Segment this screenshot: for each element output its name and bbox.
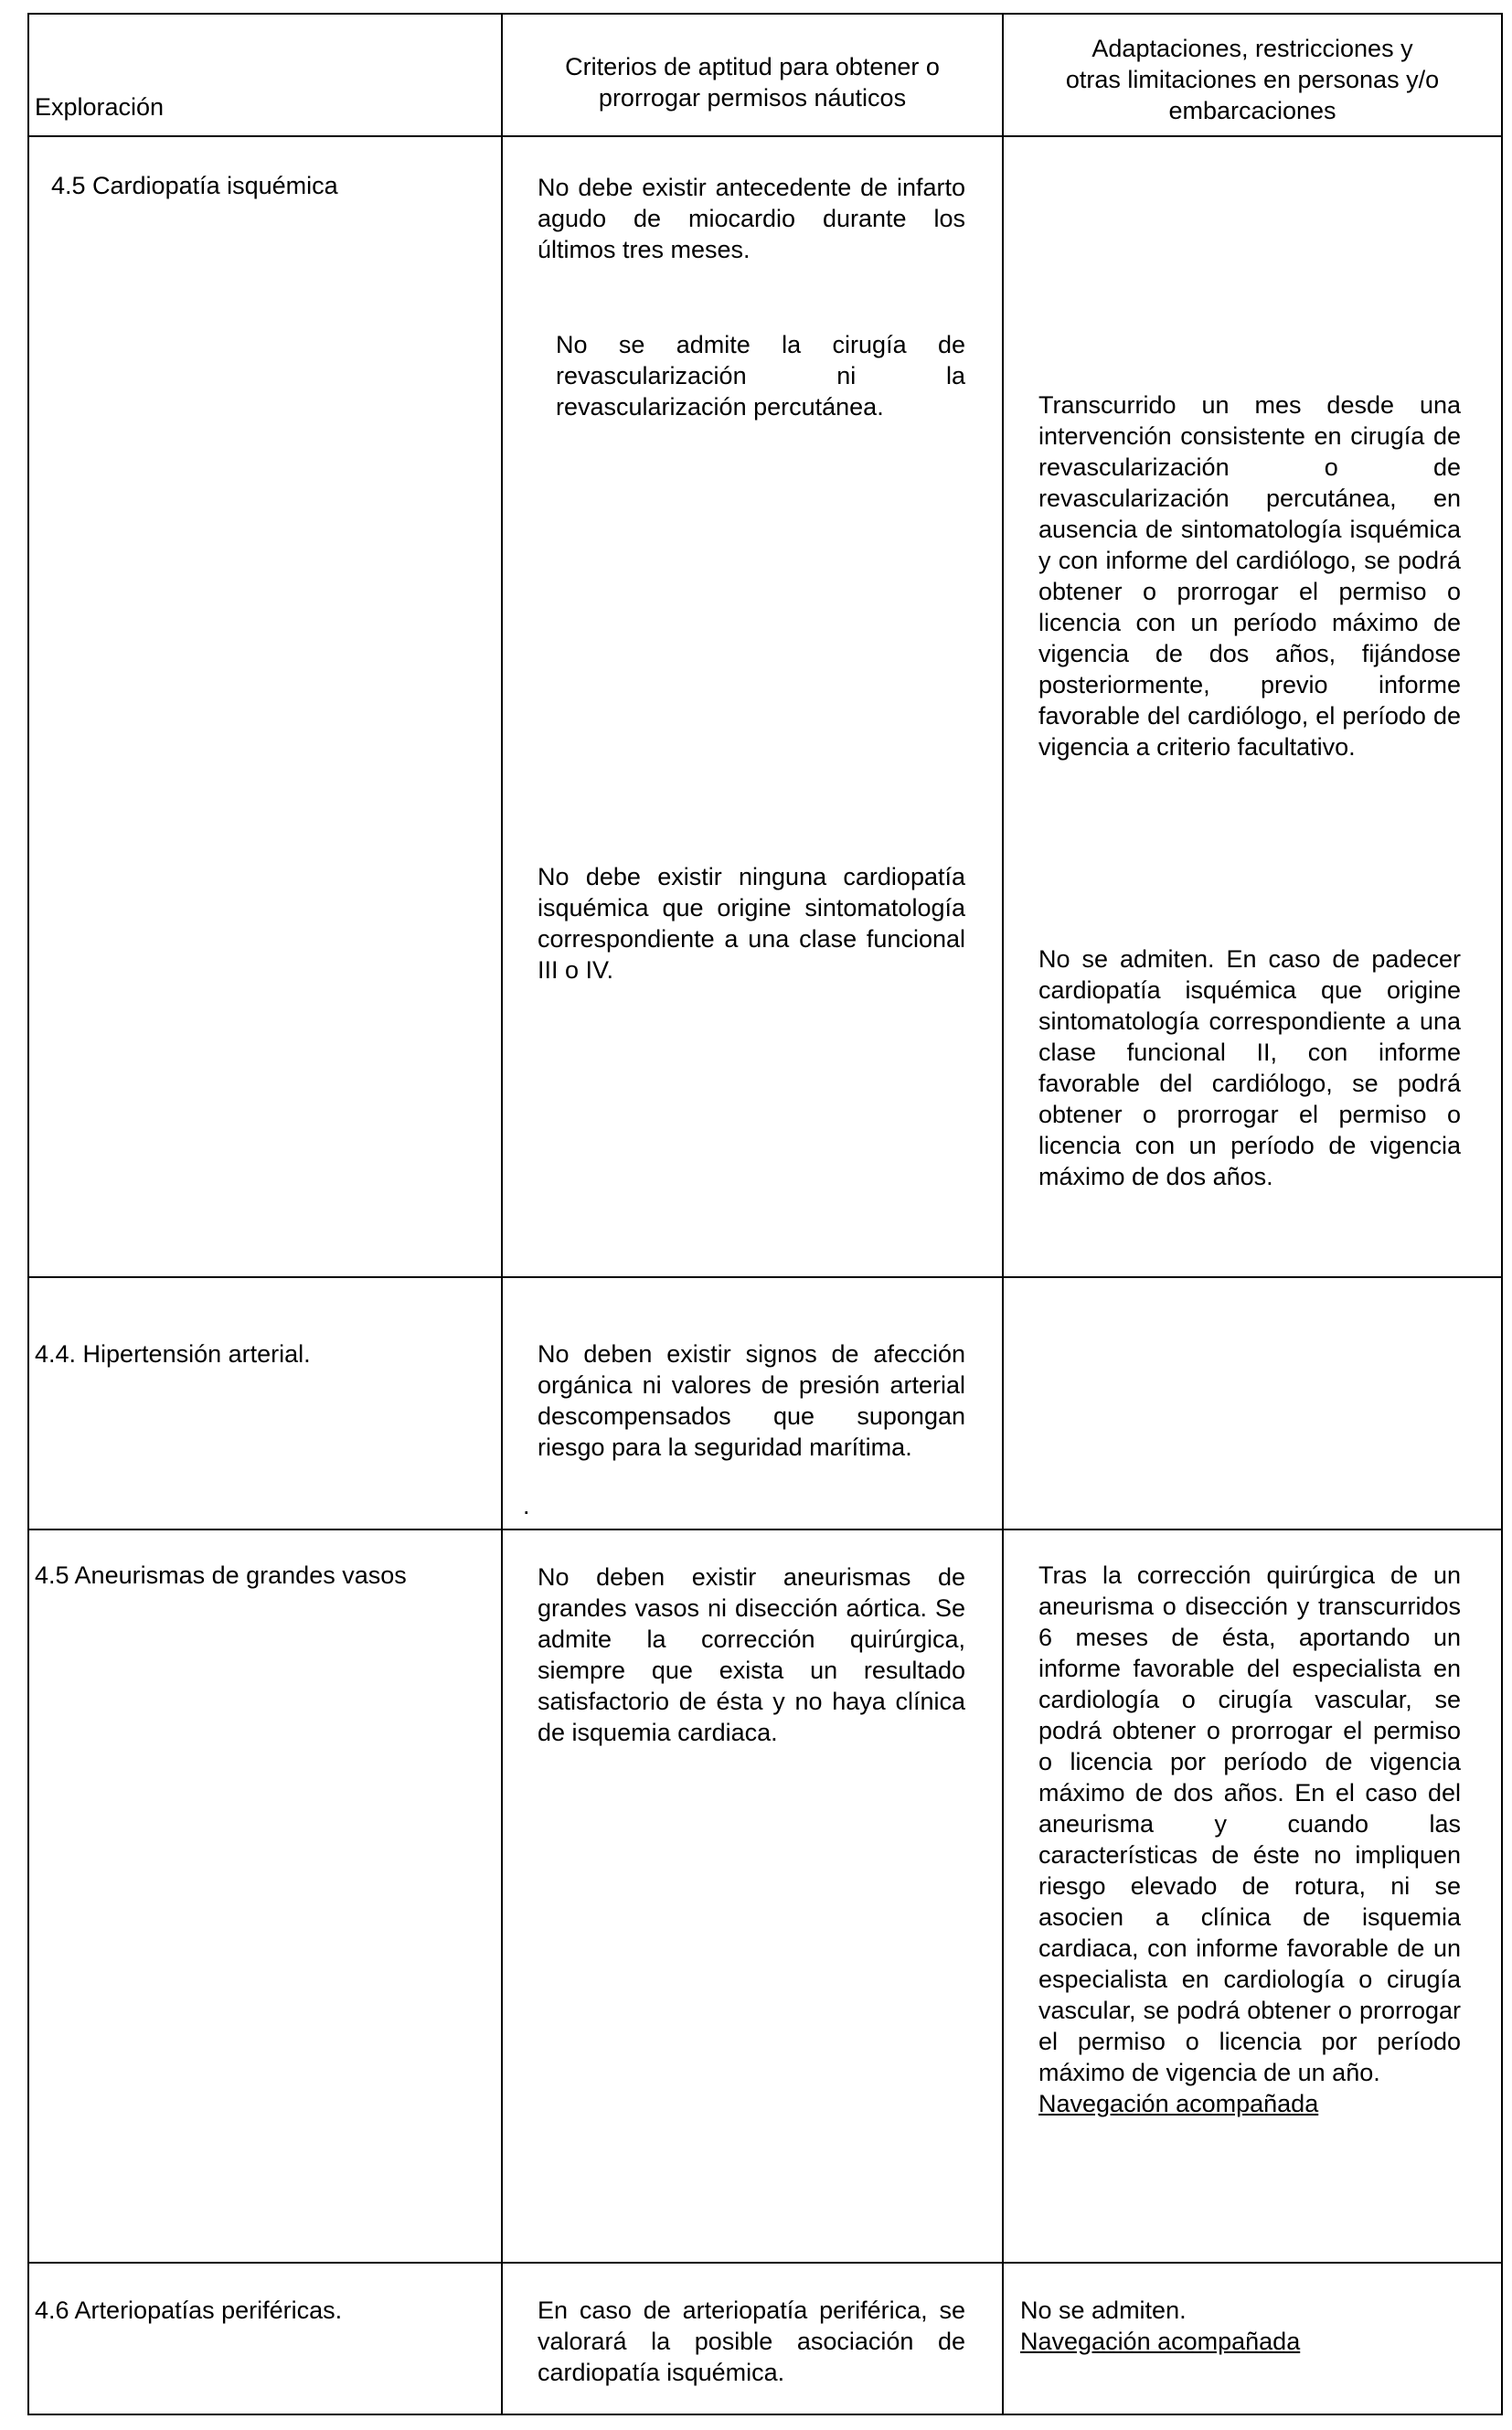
- aptitude-criteria-table: [27, 13, 1503, 2415]
- header-adaptaciones: [1003, 14, 1502, 136]
- table-row-aneurismas: [28, 1529, 1502, 2263]
- navegacion-acompanada-link: Navegación acompañada: [1038, 2090, 1319, 2117]
- table-row-arteriopatias: [28, 2263, 1502, 2414]
- criterio-text: En caso de arteriopatía periférica, se valorará la posible asociación de cardiopatía isquémica.: [538, 2297, 965, 2386]
- cell-criterios: [502, 136, 1003, 1277]
- adaptacion-text-b: No se admiten. En caso de padecer cardiopatía isquémica que origine sintomatología correspondiente a una clase funcional II, con informe favorable del cardiólogo, se podrá obtener o prorrogar el permiso o licencia con un período de vigencia máximo de dos años.: [1038, 945, 1461, 1190]
- cell-adaptaciones: [1003, 2263, 1502, 2414]
- cell-exploracion: [28, 1277, 502, 1529]
- header-criterios-label: Criterios de aptitud para obtener o prorrogar permisos náuticos: [565, 53, 940, 112]
- cell-criterios: [502, 1529, 1003, 2263]
- cell-adaptaciones: [1003, 1277, 1502, 1529]
- header-criterios: [502, 14, 1003, 136]
- criterio-text-a: No debe existir antecedente de infarto agudo de miocardio durante los últimos tres meses.: [538, 174, 965, 263]
- cell-exploracion: [28, 136, 502, 1277]
- adaptacion-text-a: Transcurrido un mes desde una intervención consistente en cirugía de revascularización o de revascularización percutánea, en ausencia de sintomatología isquémica y con informe del cardiólogo, se podrá obtener o prorrogar el permiso o licencia con un período máximo de vigencia de dos años, fijándose posteriormente, previo informe favorable del cardiólogo, el período de vigencia a criterio facultativo.: [1038, 391, 1461, 761]
- adaptacion-text: Tras la corrección quirúrgica de un aneurisma o disección y transcurridos 6 meses de ésta, aportando un informe favorable del especialista en cardiología o cirugía vascular, se podrá obtener o prorrogar el permiso o licencia por período de vigencia máximo de dos años. En el caso del aneurisma y cuando las características de éste no impliquen riesgo elevado de rotura, ni se asocien a clínica de isquemia cardiaca, con informe favorable de un especialista en cardiología o cirugía vascular, se podrá obtener o prorrogar el permiso o licencia por período máximo de vigencia de un año. Navegación acompañada: [1038, 1561, 1461, 2117]
- document-page: [27, 13, 1501, 2421]
- cell-adaptaciones: [1003, 1529, 1502, 2263]
- exploracion-text: 4.4. Hipertensión arterial.: [35, 1340, 311, 1368]
- cell-criterios: [502, 2263, 1003, 2414]
- cell-exploracion: [28, 2263, 502, 2414]
- table-header-row: [28, 14, 1502, 136]
- table-row-cardiopatia: [28, 136, 1502, 1277]
- criterio-text: No deben existir signos de afección orgánica ni valores de presión arterial descompensados que supongan riesgo para la seguridad marítima.: [538, 1340, 965, 1461]
- stray-dot: .: [523, 1492, 530, 1519]
- cell-exploracion: [28, 1529, 502, 2263]
- criterio-text-b: No se admite la cirugía de revascularización ni la revascularización percutánea.: [556, 331, 965, 421]
- adaptacion-text: No se admiten. Navegación acompañada: [1020, 2295, 1461, 2357]
- criterio-text-c: No debe existir ninguna cardiopatía isquémica que origine sintomatología correspondiente a una clase funcional III o IV.: [538, 863, 965, 984]
- navegacion-acompanada-link: Navegación acompañada: [1020, 2328, 1301, 2355]
- exploracion-text: 4.5 Aneurismas de grandes vasos: [35, 1561, 407, 1589]
- criterio-text: No deben existir aneurismas de grandes vasos ni disección aórtica. Se admite la corrección quirúrgica, siempre que exista un resultado satisfactorio de ésta y no haya clínica de isquemia cardiaca.: [538, 1563, 965, 1746]
- cell-criterios: [502, 1277, 1003, 1529]
- header-adaptaciones-label: Adaptaciones, restricciones y otras limitaciones en personas y/o embarcaciones: [1065, 35, 1440, 124]
- exploracion-text: 4.5 Cardiopatía isquémica: [51, 172, 338, 199]
- table-row-hipertension: [28, 1277, 1502, 1529]
- exploracion-text: 4.6 Arteriopatías periféricas.: [35, 2297, 343, 2324]
- header-exploracion: [28, 14, 502, 136]
- header-exploracion-label: Exploración: [35, 93, 165, 121]
- cell-adaptaciones: [1003, 136, 1502, 1277]
